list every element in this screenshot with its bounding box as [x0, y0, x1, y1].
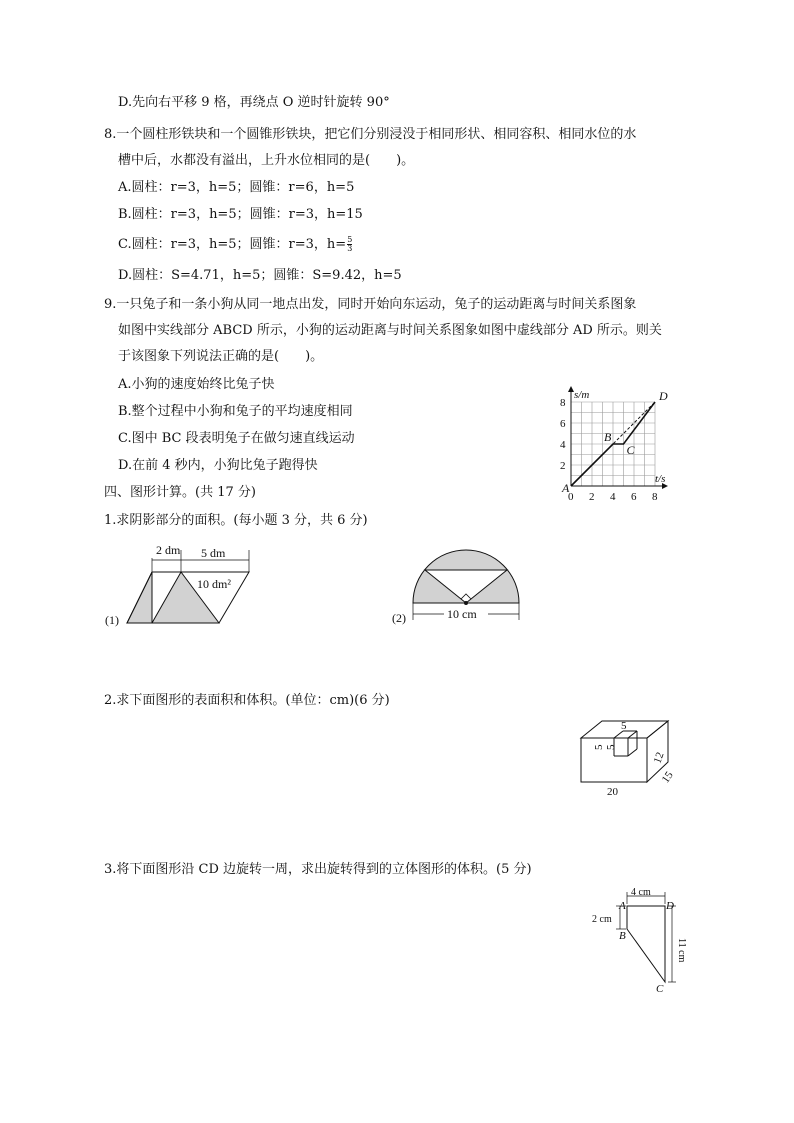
q9-option-b: B.整个过程中小狗和兔子的平均速度相同	[118, 404, 353, 419]
q9-option-d: D.在前 4 秒内，小狗比兔子跑得快	[118, 458, 318, 473]
q8-option-d: D.圆柱：S=4.71，h=5；圆锥：S=9.42，h=5	[118, 268, 402, 283]
q8-option-c	[118, 236, 352, 254]
point-label-c: C	[626, 443, 635, 457]
q9-stem-line3: 于该图象下列说法正确的是( )。	[118, 349, 324, 364]
section4-p2: 2.求下面图形的表面积和体积。(单位：cm)(6 分)	[104, 693, 390, 708]
q9-stem-line1: 9.一只兔子和一条小狗从同一地点出发，同时开始向东运动，兔子的运动距离与时间关系图象	[104, 297, 637, 312]
dim-11cm: 11 cm	[676, 938, 687, 963]
figure-1-label: (1)	[105, 613, 119, 627]
figure-notched-box	[570, 712, 680, 802]
motion-chart	[550, 382, 680, 512]
dim-depth: 15	[659, 769, 676, 786]
figure-2-label: (2)	[392, 611, 406, 625]
figure-rotation-trapezoid	[588, 886, 688, 996]
x-axis-label: t/s	[655, 473, 666, 485]
section4-title: 四、图形计算。(共 17 分)	[104, 485, 256, 500]
dim-2cm: 2 cm	[592, 914, 612, 925]
fraction-denominator: 3	[347, 244, 353, 253]
q9-option-c: C.图中 BC 段表明兔子在做匀速直线运动	[118, 431, 355, 446]
label-b: B	[619, 930, 626, 942]
section4-p1: 1.求阴影部分的面积。(每小题 3 分，共 6 分)	[104, 513, 368, 528]
dim-length: 20	[607, 786, 618, 798]
point-label-b: B	[604, 430, 612, 444]
y-tick-label: 6	[560, 418, 566, 430]
q7-option-d: D.先向右平移 9 格，再绕点 O 逆时针旋转 90°	[118, 95, 390, 110]
figure-semicircle	[390, 538, 530, 628]
point-label-d: D	[659, 389, 668, 403]
y-tick-label: 4	[560, 439, 566, 451]
x-tick-label: 8	[652, 491, 658, 503]
area-10dm2: 10 dm²	[197, 577, 231, 591]
x-tick-label: 0	[568, 491, 574, 503]
dim-2dm: 2 dm	[156, 543, 181, 557]
label-c: C	[656, 983, 664, 995]
figure-parallelogram	[100, 538, 270, 638]
fraction-numerator: 5	[347, 235, 353, 244]
q8-option-b: B.圆柱：r=3，h=5；圆锥：r=3，h=15	[118, 207, 363, 222]
dim-4cm: 4 cm	[631, 887, 651, 898]
q8-stem-line1: 8.一个圆柱形铁块和一个圆锥形铁块，把它们分别浸没于相同形状、相同容积、相同水位的水	[104, 127, 637, 142]
dim-5dm: 5 dm	[201, 546, 226, 560]
x-tick-label: 2	[589, 491, 595, 503]
point-label-a: A	[562, 481, 570, 495]
label-a: A	[619, 900, 626, 912]
y-tick-label: 2	[560, 460, 566, 472]
section4-p3: 3.将下面图形沿 CD 边旋转一周，求出旋转得到的立体图形的体积。(5 分)	[104, 862, 532, 877]
dim-notch-depth: 5	[593, 744, 605, 750]
y-tick-label: 8	[560, 397, 566, 409]
dim-height: 12	[651, 750, 667, 766]
dim-10cm: 10 cm	[447, 607, 477, 621]
dim-notch-height: 5	[605, 744, 617, 750]
fraction	[347, 236, 352, 253]
q8-option-a: A.圆柱：r=3，h=5；圆锥：r=6，h=5	[118, 180, 355, 195]
q8-option-c-text: C.圆柱：r=3，h=5；圆锥：r=3，h=	[118, 237, 347, 252]
q8-stem-line2: 槽中后，水都没有溢出，上升水位相同的是( )。	[118, 153, 415, 168]
x-tick-label: 6	[631, 491, 637, 503]
x-tick-label: 4	[610, 491, 616, 503]
q9-option-a: A.小狗的速度始终比兔子快	[118, 377, 275, 392]
trapezoid-abcd	[627, 906, 665, 982]
y-axis-label: s/m	[574, 389, 590, 401]
dim-notch-width: 5	[621, 720, 627, 732]
q9-stem-line2: 如图中实线部分 ABCD 所示，小狗的运动距离与时间关系图象如图中虚线部分 AD 所示。则关	[118, 323, 662, 338]
label-d: D	[666, 900, 674, 912]
